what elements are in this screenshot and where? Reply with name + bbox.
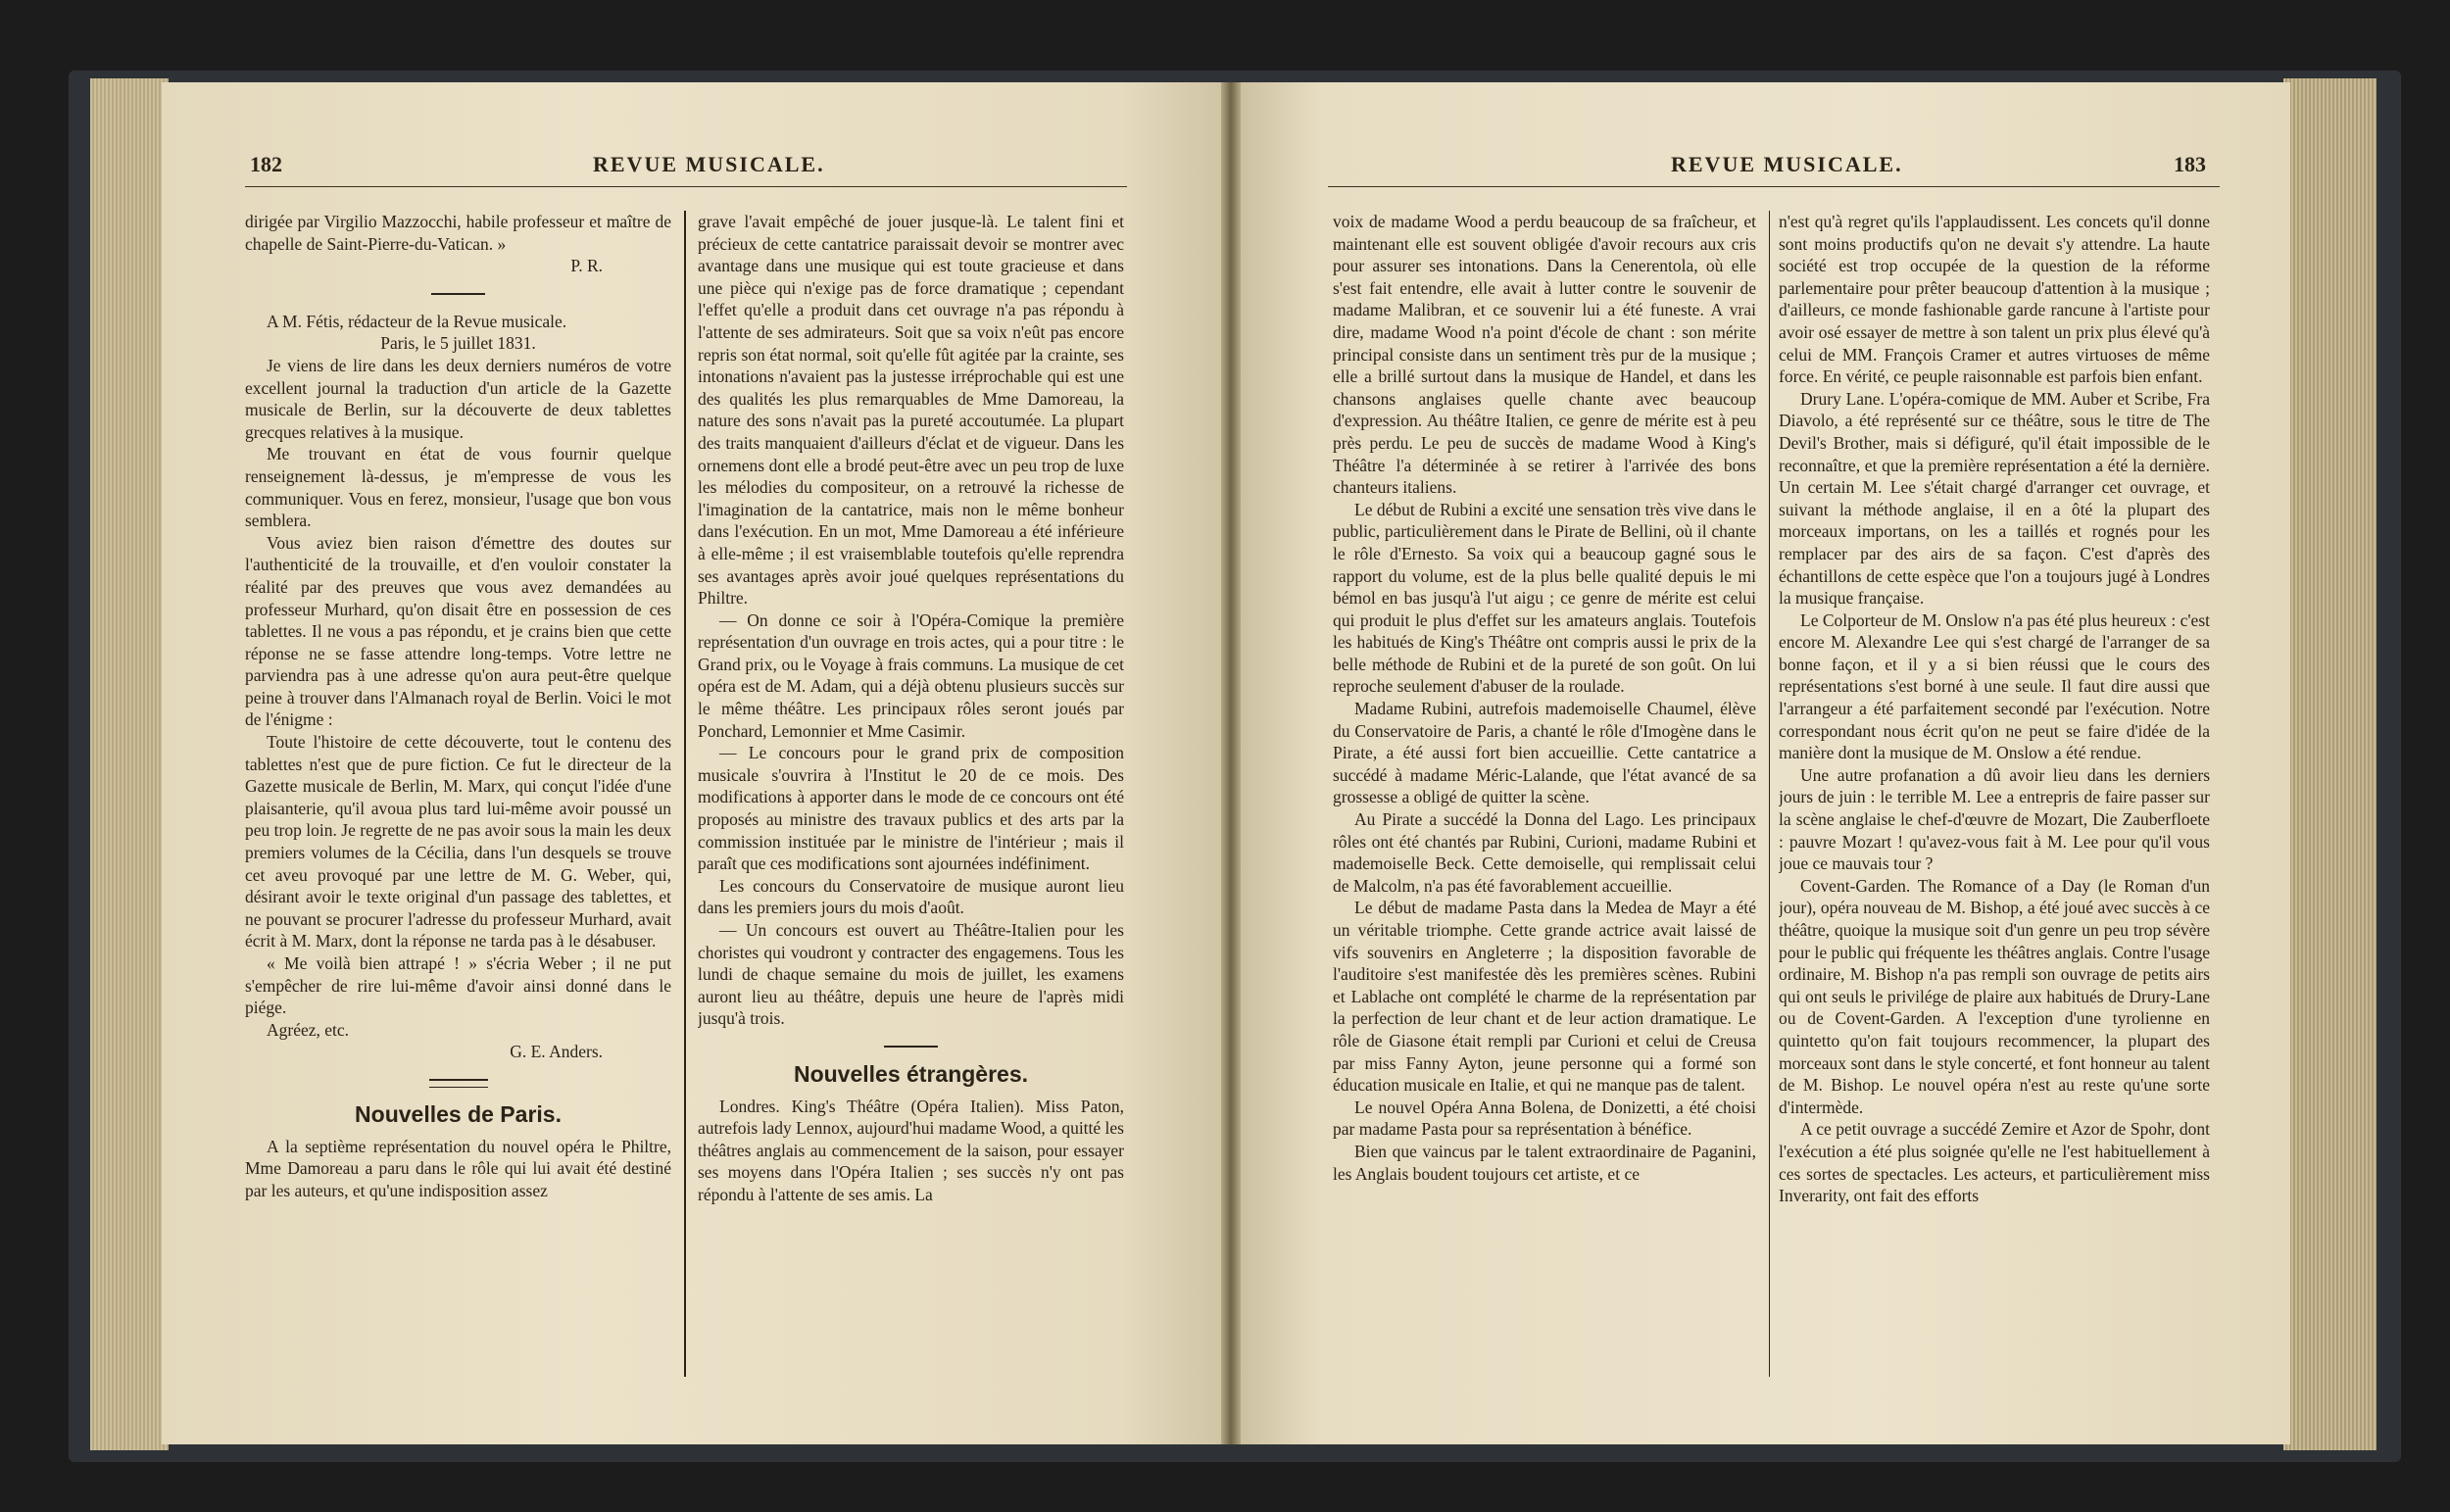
left-page-column-1 (245, 211, 671, 1382)
paragraph: — Le concours pour le grand prix de composition musicale s'ouvrira à l'Institut le 20 de ce mois. Des modifications à apporter dans le mode de ce concours ont été proposés au ministre des travaux publics et des arts par la commission instituée par le ministre de l'intérieur ; mais il paraît que ces modifications sont ajournées indéfiniment. (698, 743, 1124, 874)
paragraph: P. R. (570, 256, 603, 276)
paragraph: — On donne ce soir à l'Opéra-Comique la première représentation d'un ouvrage en trois actes, qui a pour titre : le Grand prix, ou le Voyage à frais communs. La musique de cet opéra est de M. Adam, qui a déjà obtenu plusieurs succès sur le même théâtre. Les principaux rôles seront joués par Ponchard, Lemonnier et Mme Casimir. (698, 610, 1124, 741)
section-heading: Nouvelles de Paris. (355, 1100, 562, 1127)
column-divider-left (684, 211, 686, 1377)
paragraph: « Me voilà bien attrapé ! » s'écria Weber ; il ne put s'empêcher de rire lui-même d'avoir ainsi donné dans le piége. (245, 953, 671, 1018)
paragraph: Bien que vaincus par le talent extraordinaire de Paganini, les Anglais boudent toujours cet artiste, et ce (1333, 1141, 1756, 1184)
page-edges-left (90, 78, 169, 1450)
paragraph: grave l'avait empêché de jouer jusque-là. Le talent fini et précieux de cette cantatrice paraissait devoir se montrer avec avantage dans une musique qui est toute gracieuse et dans une pièce qui n'exige pas de force dramatique ; cependant l'effet qu'elle a produit dans cet ouvrage n'a pas répondu à l'attente de ses admirateurs. Soit que sa voix n'eût pas encore repris son état normal, soit qu'elle fût agitée par la crainte, ses intonations n'avaient pas la justesse irréprochable qui est une des qualités les plus remarquables de Mme Damoreau, la nature des sons n'avait pas la pureté accoutumée. La plupart des traits manquaient d'ailleurs d'éclat et de vigueur. Dans les ornemens dont elle a brodé peut-être avec un peu trop de luxe les mélodies du compositeur, on a retrouvé la richesse de l'imagination de la cantatrice, mais non le même bonheur dans l'exécution. En un mot, Mme Damoreau a été inférieure à elle-même ; il est vraisemblable toutefois qu'elle reprendra ses avantages après avoir joué quelques représentations du Philtre. (698, 212, 1124, 609)
header-rule-right (1328, 186, 2220, 187)
section-separator (431, 293, 485, 295)
paragraph: Agréez, etc. (267, 1019, 350, 1040)
page-edges-right (2283, 78, 2376, 1450)
paragraph: Une autre profanation a dû avoir lieu dans les derniers jours de juin : le terrible M. Lee a entrepris de faire passer sur la scène anglaise le chef-d'œuvre de Mozart, Die Zauberfloete : pauvre Mozart ! qu'avez-vous fait à M. Lee pour qu'il vous joue ce mauvais tour ? (1779, 764, 2210, 874)
paragraph: Me trouvant en état de vous fournir quelque renseignement là-dessus, je m'empresse de vous les communiquer. Vous en ferez, monsieur, l'usage que bon vous semblera. (245, 444, 671, 531)
page-number-left: 182 (250, 152, 282, 176)
paragraph: Le début de Rubini a excité une sensation très vive dans le public, particulièrement dans le Pirate de Bellini, où il chante le rôle d'Ernesto. Sa voix qui a beaucoup gagné sous le rapport du volume, est de la plus belle qualité depuis le mi bémol en bas jusqu'à l'ut aigu ; ce genre de mérite est celui qui produit le plus d'effet sur les amateurs anglais. Toutefois les habitués de King's Théâtre ont compris aussi le prix de la belle méthode de Rubini et de la pureté de son goût. On lui reproche seulement d'abuser de la roulade. (1333, 499, 1756, 697)
paragraph: Les concours du Conservatoire de musique auront lieu dans les premiers jours du mois d'août. (698, 875, 1124, 918)
running-head-right: REVUE MUSICALE. (1671, 152, 1903, 176)
column-divider-right (1769, 211, 1770, 1377)
paragraph: Le début de madame Pasta dans la Medea de Mayr a été un véritable triomphe. Cette grande actrice avait laissé de vifs souvenirs en Angleterre ; la disposition favorable de l'auditoire s'est manifestée dès les premières scènes. Rubini et Lablache ont complété le charme de la représentation par la perfection de leur chant et de leur action dramatique. Le rôle de Giasone était rempli par Curioni et celui de Creusa par miss Fanny Ayton, jeune personne qui a formé son éducation musicale en Italie, et qui ne manque pas de talent. (1333, 898, 1756, 1096)
paragraph: n'est qu'à regret qu'ils l'applaudissent. Les concets qu'il donne sont moins productifs qu'on ne devait s'y attendre. La haute société est trop occupée de la question de la réforme parlementaire pour prêter beaucoup d'attention à la musique ; d'ailleurs, ce monde fashionable garde rancune à l'artiste pour avoir osé essayer de mettre à son talent un prix plus élevé qu'à celui de MM. François Cramer et autres virtuoses de même force. En vérité, ce peuple raisonnable est parfois bien enfant. (1779, 212, 2210, 387)
paragraph: dirigée par Virgilio Mazzocchi, habile professeur et maître de chapelle de Saint-Pierre-du-Vatican. » (245, 212, 671, 254)
paragraph: Covent-Garden. The Romance of a Day (le Roman d'un jour), opéra nouveau de M. Bishop, a été joué avec succès à ce théâtre, quoique la musique soit d'un genre un peu trop sévère pour le public qui fréquente les théâtres anglais. Contre l'usage ordinaire, M. Bishop n'a pas rempli son ouvrage de petits airs qui ont seuls le privilége de plaire aux habitués de Drury-Lane ou de Covent-Garden. A l'exception d'une tyrolienne en quintetto qu'on fait toujours recommencer, la plupart des morceaux sont dans le style concerté, et font honneur au talent de M. Bishop. Le nouvel opéra n'est au reste qu'une sorte d'intermède. (1779, 875, 2210, 1117)
section-separator (429, 1079, 488, 1088)
book-gutter (1221, 82, 1241, 1444)
page-number-right: 183 (2174, 152, 2206, 176)
paragraph: Drury Lane. L'opéra-comique de MM. Auber et Scribe, Fra Diavolo, a été représenté sur ce théâtre, sous le titre de The Devil's Brother, mais si défiguré, qu'il était impossible de le reconnaître, et que la première représentation a été la dernière. Un certain M. Lee s'était chargé d'arranger cet ouvrage, et suivant la méthode anglaise, il en a ôté la plupart des morceaux importans, on les a taillés et rognés pour les remplacer par des airs de sa façon. C'est d'après des échantillons de cette espèce que l'on a toujours jugé à Londres la musique française. (1779, 388, 2210, 609)
paragraph: A ce petit ouvrage a succédé Zemire et Azor de Spohr, dont l'exécution a été plus soignée qu'elle ne l'est habituellement à ces sortes de spectacles. Les acteurs, et particulièrement miss Inverarity, ont fait des efforts (1779, 1119, 2210, 1206)
paragraph: voix de madame Wood a perdu beaucoup de sa fraîcheur, et maintenant elle est souvent obligée d'avoir recours aux cris pour assurer ses intonations. Dans la Cenerentola, où elle s'est fait entendre, elle avait à lutter contre le souvenir de madame Malibran, et ce souvenir lui a été funeste. A vrai dire, madame Wood n'a point d'école de chant : son mérite principal consiste dans un sentiment très pur de la musique ; elle a brillé surtout dans la musique de Handel, et dans les chansons anglaises quelle chante avec beaucoup d'expression. Au théâtre Italien, ce genre de mérite est à peu près perdu. Le peu de succès de madame Wood à King's Théâtre l'a déterminée à se retirer à l'arrivée des bons chanteurs italiens. (1333, 212, 1756, 498)
paragraph: A la septième représentation du nouvel opéra le Philtre, Mme Damoreau a paru dans le rôle qui lui avait été destiné par les auteurs, et qu'une indisposition assez (245, 1136, 671, 1200)
paragraph: Le nouvel Opéra Anna Bolena, de Donizetti, a été choisi par madame Pasta pour sa représentation à bénéfice. (1333, 1097, 1756, 1140)
paragraph: G. E. Anders. (510, 1042, 603, 1062)
paragraph: Madame Rubini, autrefois mademoiselle Chaumel, élève du Conservatoire de Paris, a chanté le rôle d'Imogène dans le Pirate, a été aussi fort bien accueillie. Cette cantatrice a succédé à madame Méric-Lalande, que l'état avancé de sa grossesse a obligé de quitter la scène. (1333, 699, 1756, 807)
paragraph: Le Colporteur de M. Onslow n'a pas été plus heureux : c'est encore M. Alexandre Lee qui s'est chargé de l'arranger de sa bonne façon, et il y a si bien réussi que le cours des représentations s'est borné à une seule. Il faut dire aussi que l'arrangeur a été parfaitement secondé par l'exécution. Notre correspondant nous écrit qu'on ne peut se faire d'idée de la manière dont la musique de M. Onslow a été rendue. (1779, 610, 2210, 763)
left-page-column-2 (698, 211, 1124, 1382)
right-page-column-1 (1333, 211, 1756, 1382)
section-heading: Nouvelles étrangères. (793, 1060, 1029, 1087)
header-rule-left (245, 186, 1127, 187)
paragraph: — Un concours est ouvert au Théâtre-Italien pour les choristes qui voudront y contracter des engagemens. Tous les lundi de chaque semaine du mois de juillet, les examens auront lieu au théâtre, depuis une heure de l'après midi jusqu'à trois. (698, 920, 1124, 1029)
section-separator (884, 1046, 938, 1048)
paragraph: Au Pirate a succédé la Donna del Lago. Les principaux rôles ont été chantés par Rubini, Curioni, madame Rubini et mademoiselle Beck. Cette demoiselle, qui remplissait celui de Malcolm, n'a pas été favorablement accueillie. (1333, 809, 1756, 896)
paragraph: A M. Fétis, rédacteur de la Revue musicale. (267, 311, 567, 331)
paragraph: Paris, le 5 juillet 1831. (380, 333, 536, 354)
paragraph: Vous aviez bien raison d'émettre des doutes sur l'authenticité de la trouvaille, et d'en vouloir constater la réalité par des preuves que vous avez demandées au professeur Murhard, qu'on disait être en possession de ces tablettes. Il ne vous a pas répondu, et je crains bien que cette réponse ne se fasse attendre long-temps. Votre lettre ne parviendra pas à une adresse qu'on aura peut-être quelque peine à trouver dans l'Almanach royal de Berlin. Voici le mot de l'énigme : (245, 532, 671, 730)
paragraph: Londres. King's Théâtre (Opéra Italien). Miss Paton, autrefois lady Lennox, aujourd'hui madame Wood, a quitté les théâtres anglais au commencement de la saison, pour essayer ses moyens dans l'Opéra Italien ; ses succès n'y ont pas répondu à l'attente de ses amis. La (698, 1096, 1124, 1204)
right-page-column-2 (1779, 211, 2210, 1382)
running-head-left: REVUE MUSICALE. (593, 152, 825, 176)
paragraph: Toute l'histoire de cette découverte, tout le contenu des tablettes n'est que de pure fiction. Ce fut le directeur de la Gazette musicale de Berlin, M. Marx, qui conçut l'idée d'une plaisanterie, qu'il avoua plus tard lui-même avoir poussé un peu trop loin. Je regrette de ne pas avoir sous la main les deux premiers volumes de la Cécilia, dans l'un desquels se trouve cet aveu provoqué par une lettre de M. G. Weber, qui, désirant avoir le texte original d'un passage des tablettes, et ne pouvant se procurer l'adresse du professeur Murhard, avait écrit à M. Marx, dont la réponse ne tarda pas à le désabuser. (245, 732, 671, 951)
paragraph: Je viens de lire dans les deux derniers numéros de votre excellent journal la traduction d'un article de la Gazette musicale de Berlin, sur la découverte de deux tablettes grecques relatives à la musique. (245, 355, 671, 442)
